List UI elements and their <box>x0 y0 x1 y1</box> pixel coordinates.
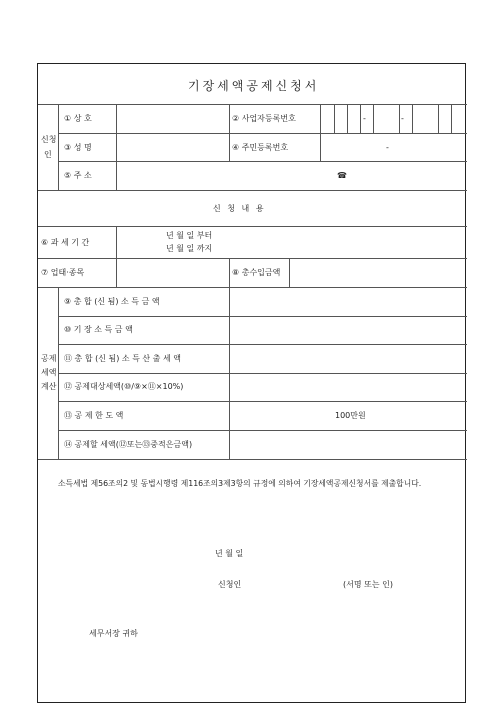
signature-note: (서명 또는 인) <box>343 580 393 589</box>
applicant-group-label-1: 신청 <box>41 135 57 144</box>
rule-period-label <box>116 226 117 258</box>
address-label: ⑤ 주 소 <box>64 171 92 180</box>
statement-sentence: 소득세법 제56조의2 및 동법시행령 제116조의3제3항의 규정에 의하여 기장세액공제신청서를 제출합니다. <box>58 479 422 488</box>
applicant-sign-label: 신청인 <box>218 580 242 589</box>
tax-period-label: ⑥ 과 세 기 간 <box>41 238 90 247</box>
rule-calc-3 <box>58 373 467 374</box>
rule-id-start <box>320 104 321 161</box>
addressee: 세무서장 귀하 <box>89 629 138 638</box>
tax-period-from: 년 월 일 부터 <box>166 231 213 240</box>
rule-calc-group <box>58 287 59 459</box>
business-reg-dash-1: - <box>363 114 366 123</box>
rule-biz-digit-4 <box>373 104 374 133</box>
rule-business-bottom <box>38 287 467 288</box>
rule-biz-digit-3 <box>360 104 361 133</box>
rule-content-header-bottom <box>38 226 467 227</box>
calc-group-label-2: 세액 <box>41 368 57 377</box>
tax-credit-application-form <box>37 63 466 703</box>
content-header: 신 청 내 용 <box>213 204 266 213</box>
rule-row-1 <box>58 133 467 134</box>
rule-calc-5 <box>58 430 467 431</box>
rule-applicant-label <box>116 104 117 190</box>
rule-applicant-group <box>58 104 59 190</box>
calc-row-label: ⑨ 총 합 (신 됨) 소 득 금 액 <box>64 297 160 306</box>
rule-calc-bottom <box>38 459 467 460</box>
rule-calc-2 <box>58 344 467 345</box>
calc-row-label: ⑫ 공제대상세액(⑩/⑨×⑪×10%) <box>64 382 184 391</box>
rule-biz-digit-2 <box>347 104 348 133</box>
rule-title-bottom <box>38 104 467 105</box>
rule-applicant-mid <box>229 104 230 161</box>
business-type-label: ⑦ 업태·종목 <box>41 268 85 277</box>
rule-row-2 <box>58 161 467 162</box>
rule-biz-digit-7 <box>438 104 439 133</box>
date-line: 년 월 일 <box>215 549 244 558</box>
rule-biz-digit-5 <box>399 104 400 133</box>
rule-income-value <box>289 258 290 287</box>
deduction-limit-value: 100만원 <box>335 411 366 420</box>
phone-icon: ☎ <box>337 171 347 180</box>
calc-row-label: ⑬ 공 제 한 도 액 <box>64 411 124 420</box>
form-title: 기장세액공제신청서 <box>188 79 320 93</box>
calc-row-label: ⑪ 총 합 (신 됨) 소 득 산 출 세 액 <box>64 354 181 363</box>
total-income-label: ⑧ 총수입금액 <box>232 268 281 277</box>
business-name-label: ① 상 호 <box>64 114 92 123</box>
calc-row-label: ⑭ 공제할 세액(⑫또는⑬중적은금액) <box>64 440 193 449</box>
rule-biz-digit-8 <box>451 104 452 133</box>
calc-group-label-3: 계산 <box>41 382 57 391</box>
rule-calc-value <box>229 287 230 459</box>
business-reg-dash-2: - <box>401 114 404 123</box>
person-name-label: ③ 성 명 <box>64 143 92 152</box>
statement-text <box>46 476 458 491</box>
business-reg-number-label: ② 사업자등록번호 <box>232 114 296 123</box>
rule-calc-4 <box>58 401 467 402</box>
tax-period-to: 년 월 일 까지 <box>166 244 213 253</box>
rule-biz-digit-6 <box>412 104 413 133</box>
calc-row-label: ⑩ 기 장 소 득 금 액 <box>64 325 133 334</box>
rule-business-mid <box>229 258 230 287</box>
rule-calc-1 <box>58 316 467 317</box>
rule-period-bottom <box>38 258 467 259</box>
rule-biz-digit-1 <box>334 104 335 133</box>
resident-number-dash: - <box>386 143 389 152</box>
rule-applicant-bottom <box>38 190 467 191</box>
calc-group-label-1: 공제 <box>41 354 57 363</box>
applicant-group-label-2: 인 <box>44 150 52 159</box>
rule-business-label <box>116 258 117 287</box>
resident-number-label: ④ 주민등록번호 <box>232 143 289 152</box>
